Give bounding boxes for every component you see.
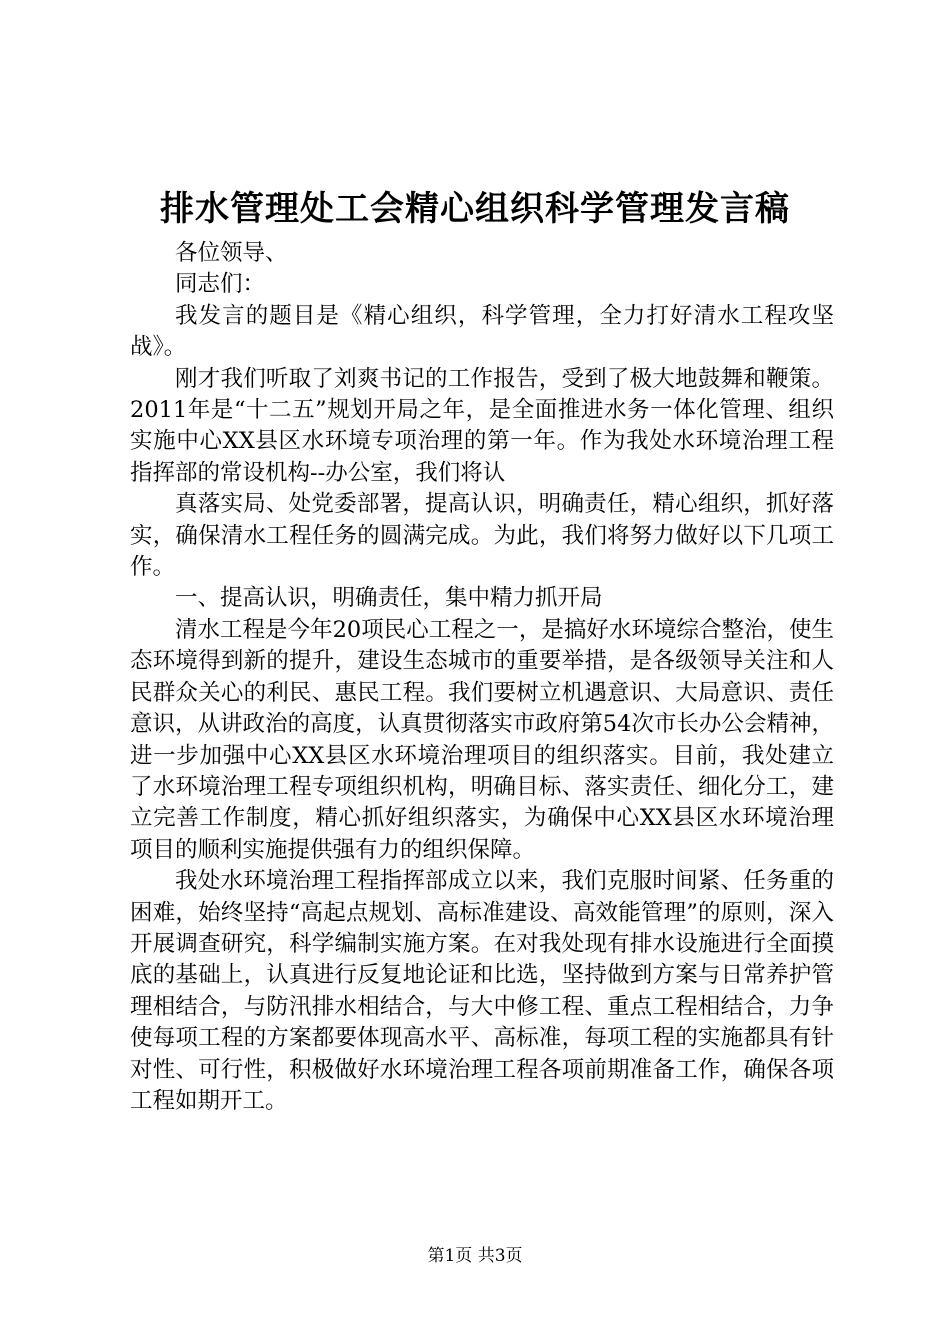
paragraph-headquarters-work: 我处水环境治理工程指挥部成立以来，我们克服时间紧、任务重的困难，始终坚持“高起点规划、高标准建设、高效能管理”的原则，深入开展调查研究，科学编制实施方案。在对我处现有排水设施进行全面摸底的基础上，认真进行反复地论证和比选，坚持做到方案与日常养护管理相结合，与防汛排水相结合，与大中修工程、重点工程相结合，力争使每项工程的方案都要体现高水平、高标准，每项工程的实施都具有针对性、可行性，积极做好水环境治理工程各项前期准备工作，确保各项工程如期开工。 xyxy=(130,868,834,1114)
salutation-leaders: 各位领导、 xyxy=(175,240,288,266)
page-number-footer: 第1页 共3页 xyxy=(427,1246,523,1266)
salutation-comrades: 同志们： xyxy=(175,271,266,298)
document-title: 排水管理处工会精心组织科学管理发言稿 xyxy=(160,189,790,229)
paragraph-implementation: 真落实局、处党委部署，提高认识，明确责任，精心组织，抓好落实，确保清水工程任务的圆满完成。为此，我们将努力做好以下几项工作。 xyxy=(130,491,834,581)
document-body xyxy=(130,238,834,1117)
section-heading-one: 一、提高认识，明确责任，集中精力抓开局 xyxy=(175,585,603,612)
paragraph-report: 刚才我们听取了刘爽书记的工作报告，受到了极大地鼓舞和鞭策。2011年是“十二五”规划开局之年，是全面推进水务一体化管理、组织实施中心XX县区水环境专项治理的第一年。作为我处水环境治理工程指挥部的常设机构--办公室，我们将认 xyxy=(130,365,834,486)
paragraph-topic: 我发言的题目是《精心组织，科学管理，全力打好清水工程攻坚战》。 xyxy=(130,302,834,361)
paragraph-clean-water-project: 清水工程是今年20项民心工程之一，是搞好水环境综合整治，使生态环境得到新的提升，建设生态城市的重要举措，是各级领导关注和人民群众关心的利民、惠民工程。我们要树立机遇意识、大局意识、责任意识，从讲政治的高度，认真贯彻落实市政府第54次市长办公会精神，进一步加强中心XX县区水环境治理项目的组织落实。目前，我处建立了水环境治理工程专项组织机构，明确目标、落实责任、细化分工，建立完善工作制度，精心抓好组织落实，为确保中心XX县区水环境治理项目的顺利实施提供强有力的组织保障。 xyxy=(130,616,834,863)
